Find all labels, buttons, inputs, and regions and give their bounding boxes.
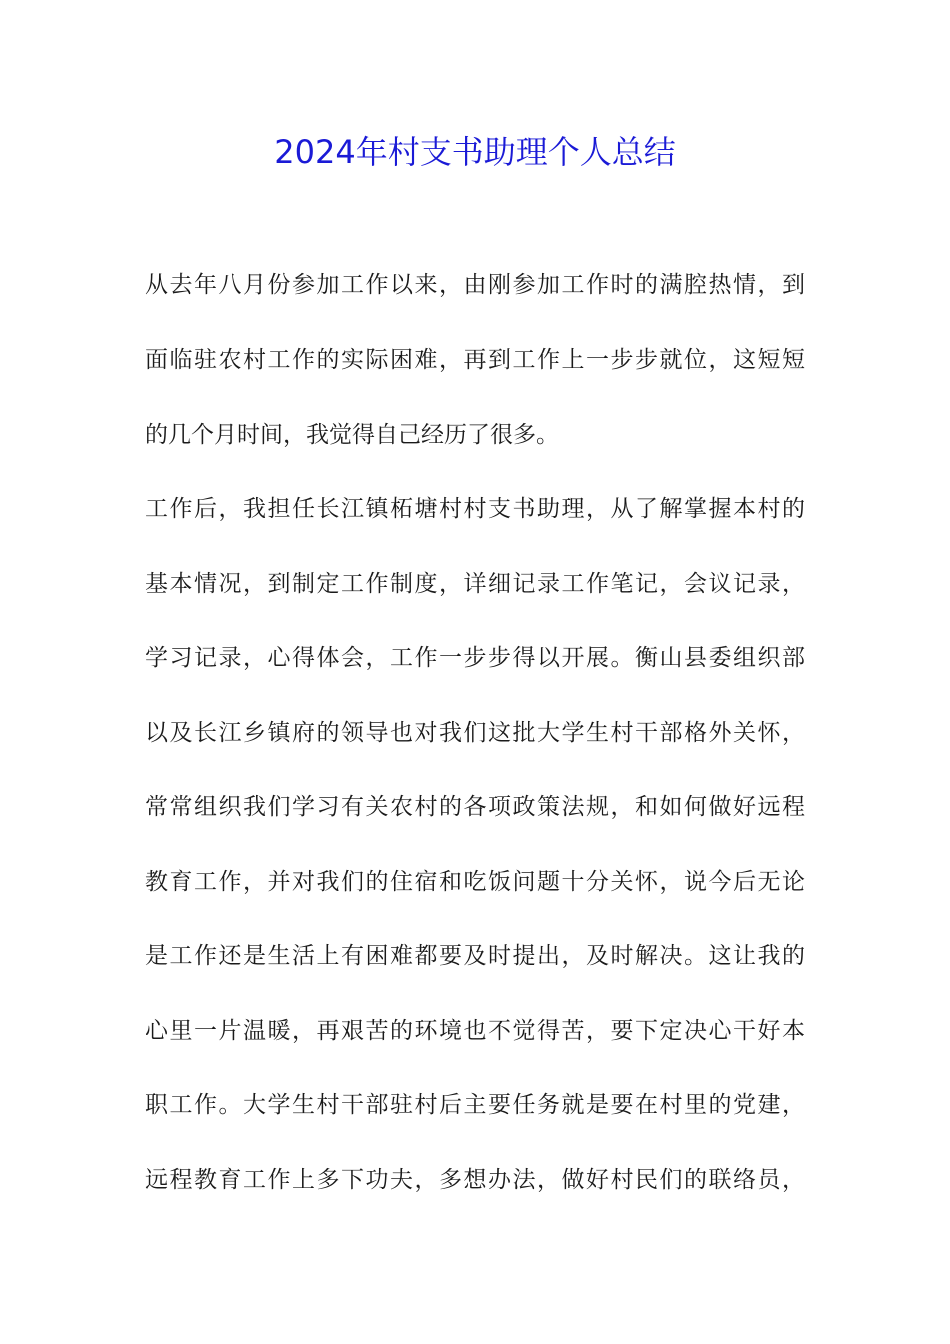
body-line: 远程教育工作上多下功夫，多想办法，做好村民们的联络员， [145, 1167, 805, 1193]
body-line: 学习记录，心得体会，工作一步步得以开展。衡山县委组织部 [145, 645, 805, 671]
body-line: 从去年八月份参加工作以来，由刚参加工作时的满腔热情，到 [145, 272, 805, 298]
body-line: 工作后，我担任长江镇柘塘村村支书助理，从了解掌握本村的 [145, 496, 805, 522]
body-line: 职工作。大学生村干部驻村后主要任务就是要在村里的党建， [145, 1092, 805, 1118]
body-line: 以及长江乡镇府的领导也对我们这批大学生村干部格外关怀， [145, 720, 805, 746]
document-title: 2024年村支书助理个人总结 [274, 133, 676, 171]
body-line: 面临驻农村工作的实际困难，再到工作上一步步就位，这短短 [145, 347, 805, 373]
body-line: 的几个月时间，我觉得自己经历了很多。 [145, 422, 559, 448]
body-line: 教育工作，并对我们的住宿和吃饭问题十分关怀，说今后无论 [145, 869, 805, 895]
body-line: 基本情况，到制定工作制度，详细记录工作笔记，会议记录， [145, 571, 805, 597]
body-line: 心里一片温暖，再艰苦的环境也不觉得苦，要下定决心干好本 [145, 1018, 805, 1044]
body-line: 常常组织我们学习有关农村的各项政策法规，和如何做好远程 [145, 794, 805, 820]
body-line: 是工作还是生活上有困难都要及时提出，及时解决。这让我的 [145, 943, 805, 969]
